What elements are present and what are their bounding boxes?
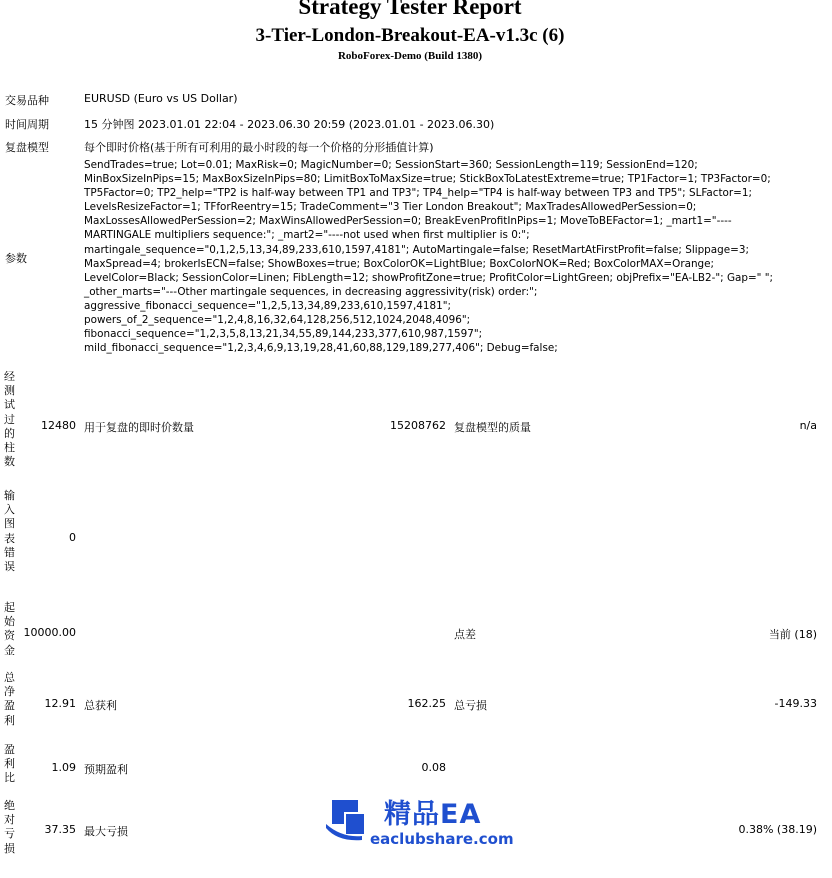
bars-value: 12480 <box>41 419 76 432</box>
profit-factor-value: 1.09 <box>51 761 76 774</box>
params-label: 参数 <box>5 252 27 265</box>
bars-label: 经测试过的柱数 <box>4 370 15 469</box>
param-line: LevelsResizeFactor=1; TFforReentry=15; TradeComment="3 Tier London Breakout"; MaxTradesAllowedPerSession=0; <box>84 201 697 214</box>
deposit-label: 起始资金 <box>4 601 15 657</box>
params-block <box>84 158 824 355</box>
abs-drawdown-label: 绝对亏损 <box>4 799 15 855</box>
quality-value: n/a <box>799 419 817 432</box>
param-line: martingale_sequence="0,1,2,5,13,34,89,233,610,1597,4181"; AutoMartingale=false; ResetMartAtFirstProfit=false; Slippage=3; <box>84 243 749 256</box>
max-drawdown-label: 最大亏损 <box>84 825 128 838</box>
spread-label: 点差 <box>454 628 476 641</box>
param-line: TP5Factor=0; TP2_help="TP2 is half-way between TP1 and TP3"; TP4_help="TP4 is half-way between TP3 and TP5"; SLFactor=1; <box>84 187 752 200</box>
param-line: fibonacci_sequence="1,2,3,5,8,13,21,34,55,89,144,233,377,610,987,1597"; <box>84 328 483 341</box>
param-line: MARTINGALE multipliers sequence:"; _mart2="----not used when first multiplier is 0:"; <box>84 229 530 242</box>
symbol-value: EURUSD (Euro vs US Dollar) <box>84 92 238 105</box>
watermark-title: 精品EA <box>384 799 482 830</box>
period-value: 15 分钟图 2023.01.01 22:04 - 2023.06.30 20:59 (2023.01.01 - 2023.06.30) <box>84 118 495 131</box>
param-line: LevelColor=Black; SessionColor=Linen; FibLength=12; showProfitZone=true; ProfitColor=LightGreen; objPrefix="EA-LB2-"; Gap=" "; <box>84 271 774 284</box>
param-line: MaxSpread=4; brokerIsECN=false; ShowBoxes=true; BoxColorOK=LightBlue; BoxColorNOK=Red; BoxColorMAX=Orange; <box>84 257 715 270</box>
max-drawdown-value: 0.38% (38.19) <box>738 823 817 836</box>
net-profit-value: 12.91 <box>44 697 76 710</box>
param-line: MinBoxSizeInPips=15; MaxBoxSizeInPips=80; LimitBoxToMaxSize=true; StickBoxToLatestExtreme=true; TP1Factor=1; TP3Factor=0; <box>84 173 771 186</box>
ticks-label: 用于复盘的即时价数量 <box>84 421 194 434</box>
symbol-label: 交易品种 <box>5 94 49 107</box>
deposit-value: 10000.00 <box>23 626 76 639</box>
profit-factor-label: 盈利比 <box>4 743 15 785</box>
watermark-url: eaclubshare.com <box>370 830 514 848</box>
ea-name: 3-Tier-London-Breakout-EA-v1.3c (6) <box>255 25 565 46</box>
net-profit-label: 总净盈利 <box>4 671 15 727</box>
gross-loss-value: -149.33 <box>774 697 817 710</box>
errors-label: 输入图表错误 <box>4 489 15 574</box>
period-label: 时间周期 <box>5 118 49 131</box>
param-line: powers_of_2_sequence="1,2,4,8,16,32,64,128,256,512,1024,2048,4096"; <box>84 314 471 327</box>
param-line: aggressive_fibonacci_sequence="1,2,5,13,34,89,233,610,1597,4181"; <box>84 299 452 312</box>
gross-profit-value: 162.25 <box>407 697 446 710</box>
expected-payoff-value: 0.08 <box>421 761 446 774</box>
abs-drawdown-value: 37.35 <box>44 823 76 836</box>
watermark-logo-icon <box>322 794 370 842</box>
spread-value: 当前 (18) <box>768 628 817 641</box>
param-line: MaxLossesAllowedPerSession=2; MaxWinsAllowedPerSession=0; BreakEvenProfitInPips=1; MoveToBEFactor=1; _mart1="---- <box>84 215 732 228</box>
server-build: RoboForex-Demo (Build 1380) <box>337 50 482 62</box>
expected-payoff-label: 预期盈利 <box>84 763 128 776</box>
param-line: SendTrades=true; Lot=0.01; MaxRisk=0; MagicNumber=0; SessionStart=360; SessionLength=119; SessionEnd=120; <box>84 159 698 171</box>
report-title: Strategy Tester Report <box>298 0 522 19</box>
model-value: 每个即时价格(基于所有可利用的最小时段的每一个价格的分形插值计算) <box>84 141 434 154</box>
ticks-value: 15208762 <box>390 419 446 432</box>
watermark <box>322 790 522 850</box>
quality-label: 复盘模型的质量 <box>454 421 531 434</box>
param-line: mild_fibonacci_sequence="1,2,3,4,6,9,13,19,28,41,60,88,129,189,277,406"; Debug=false; <box>84 342 558 355</box>
model-label: 复盘模型 <box>5 141 49 154</box>
gross-profit-label: 总获利 <box>84 699 117 712</box>
param-line: _other_marts="---Other martingale sequences, in decreasing aggressivity(risk) order:"; <box>84 285 538 298</box>
gross-loss-label: 总亏损 <box>454 699 487 712</box>
errors-value: 0 <box>69 531 76 544</box>
